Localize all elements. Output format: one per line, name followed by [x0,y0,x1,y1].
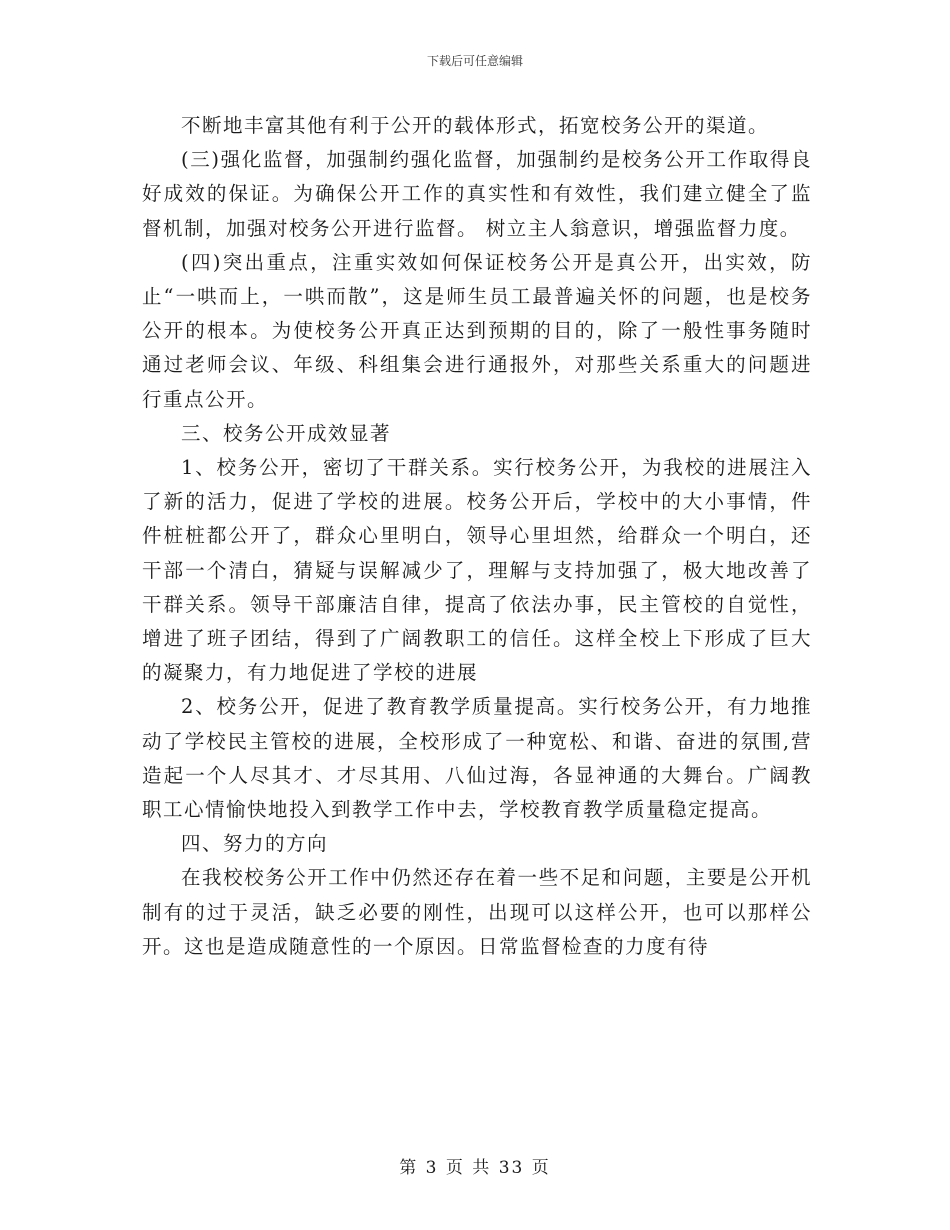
paragraph-1: 不断地丰富其他有利于公开的载体形式，拓宽校务公开的渠道。 [181,114,770,137]
paragraph-6: 在我校校务公开工作中仍然还存在着一些不足和问题，主要是公开机制有的过于灵活，缺乏必要的刚性，出现可以这样公开，也可以那样公开。这也是造成随意性的一个原因。日常监督检查的力度有待 [142,866,812,958]
page-footer: 第 3 页 共 33 页 [399,1158,551,1178]
paragraph-4: 1、校务公开，密切了干群关系。实行校务公开，为我校的进展注入了新的活力，促进了学校的进展。校务公开后，学校中的大小事情，件件桩桩都公开了，群众心里明白，领导心里坦然，给群众一个明白，还干部一个清白，猜疑与误解减少了，理解与支持加强了，极大地改善了干群关系。领导干部廉洁自律，提高了依法办事，民主管校的自觉性，增进了班子团结，得到了广阔教职工的信任。这样全校上下形成了巨大的凝聚力，有力地促进了学校的进展 [142,456,812,685]
page-header: 下载后可任意编辑 [426,54,523,68]
paragraph-5: 2、校务公开，促进了教育教学质量提高。实行校务公开，有力地推动了学校民主管校的进展，全校形成了一种宽松、和谐、奋进的氛围,营造起一个人尽其才、才尽其用、八仙过海，各显神通的大舞台。广阔教职工心情愉快地投入到教学工作中去，学校教育教学质量稳定提高。 [142,695,812,822]
paragraph-3: (四)突出重点，注重实效如何保证校务公开是真公开，出实效，防止“一哄而上，一哄而散”，这是师生员工最普遍关怀的问题，也是校务公开的根本。为使校务公开真正达到预期的目的，除了一般性事务随时通过老师会议、年级、科组集会进行通报外，对那些关系重大的问题进行重点公开。 [142,250,812,411]
section-heading-3: 三、校务公开成效显著 [181,421,392,445]
body-text [142,109,812,964]
section-heading-4: 四、努力的方向 [181,832,329,856]
paragraph-2: (三)强化监督，加强制约强化监督，加强制约是校务公开工作取得良好成效的保证。为确保公开工作的真实性和有效性，我们建立健全了监督机制，加强对校务公开进行监督。 树立主人翁意识，增强监督力度。 [142,148,812,240]
